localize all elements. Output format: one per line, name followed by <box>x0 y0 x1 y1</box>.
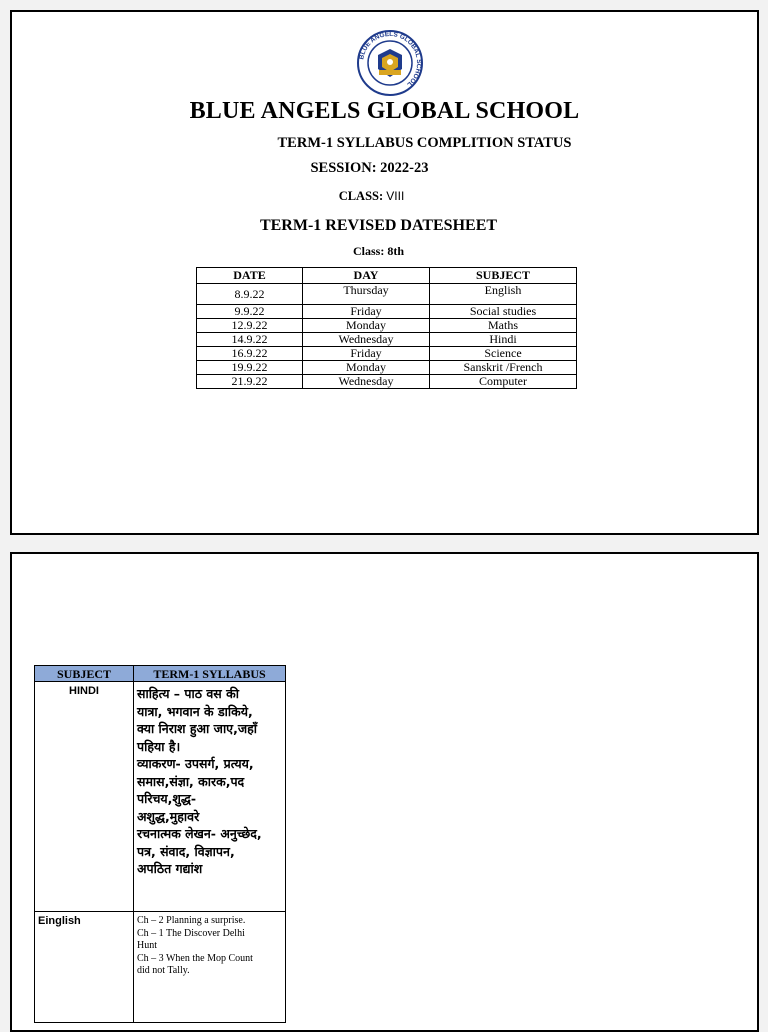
syllabus-row-hindi <box>35 682 286 912</box>
class-line <box>0 189 744 204</box>
syllabus-table <box>34 665 286 1023</box>
english-line: Ch – 2 Planning a surprise. <box>137 915 246 926</box>
col-header-date: DATE <box>197 268 303 284</box>
cell-date: 21.9.22 <box>197 375 303 389</box>
subject-english: Einglish <box>35 912 134 1023</box>
english-line: Ch – 1 The Discover Delhi <box>137 927 245 939</box>
datesheet-header-row <box>197 268 577 284</box>
hindi-line: अपठित गद्यांश <box>137 861 203 876</box>
cell-day: Monday <box>303 319 430 333</box>
hindi-line: व्याकरण- उपसर्ग, प्रत्यय, <box>137 756 254 771</box>
cell-subject: Sanskrit /French <box>430 361 577 375</box>
cell-subject: Computer <box>430 375 577 389</box>
table-row <box>197 347 577 361</box>
cell-day: Wednesday <box>303 333 430 347</box>
cell-day: Friday <box>303 347 430 361</box>
hindi-line: यात्रा, भगवान के डाकिये, <box>137 703 253 719</box>
cell-subject: English <box>430 284 577 305</box>
col-header-subject: SUBJECT <box>35 666 134 682</box>
hindi-line: समास,संज्ञा, कारक,पद <box>137 773 245 789</box>
col-header-day: DAY <box>303 268 430 284</box>
table-row <box>197 305 577 319</box>
table-row <box>197 375 577 389</box>
cell-date: 12.9.22 <box>197 319 303 333</box>
syllabus-header-row <box>35 666 286 682</box>
cell-date: 9.9.22 <box>197 305 303 319</box>
cell-day: Wednesday <box>303 375 430 389</box>
hindi-syllabus <box>134 682 286 912</box>
cell-day: Monday <box>303 361 430 375</box>
class-label: CLASS: <box>338 189 384 203</box>
syllabus-row-english <box>35 912 286 1023</box>
cell-subject: Hindi <box>430 333 577 347</box>
english-line: Ch – 3 When the Mop Count <box>137 952 253 964</box>
table-row <box>197 319 577 333</box>
cell-day: Thursday <box>303 284 430 305</box>
hindi-line: अशुद्ध,मुहावरे <box>137 808 200 824</box>
class-value: VIII <box>386 189 405 203</box>
table-row <box>197 333 577 347</box>
cell-subject: Maths <box>430 319 577 333</box>
cell-date: 14.9.22 <box>197 333 303 347</box>
table-row <box>197 361 577 375</box>
datesheet-title: TERM-1 REVISED DATESHEET <box>259 217 498 234</box>
subject-hindi: HINDI <box>35 682 134 912</box>
english-syllabus <box>134 912 286 1023</box>
status-title: TERM-1 SYLLABUS COMPLITION STATUS <box>277 135 572 151</box>
col-header-subject: SUBJECT <box>430 268 577 284</box>
english-line: did not Tally. <box>137 965 190 976</box>
school-name: BLUE ANGELS GLOBAL SCHOOL <box>189 98 580 124</box>
cell-subject: Social studies <box>430 305 577 319</box>
cell-day: Friday <box>303 305 430 319</box>
hindi-line: रचनात्मक लेखन- अनुच्छेद, <box>137 826 262 841</box>
cell-date: 8.9.22 <box>197 284 303 305</box>
hindi-line: परिचय,शुद्ध- <box>137 791 197 806</box>
school-logo-icon <box>356 29 424 97</box>
hindi-line: साहित्य – पाठ वस की <box>137 686 239 701</box>
english-line: Hunt <box>137 940 157 951</box>
datesheet-class: Class: 8th <box>352 244 404 258</box>
cell-date: 19.9.22 <box>197 361 303 375</box>
cell-subject: Science <box>430 347 577 361</box>
hindi-line: क्या निराश हुआ जाए,जहाँ <box>137 721 257 736</box>
table-row <box>197 284 577 305</box>
session-line: SESSION: 2022-23 <box>310 160 429 176</box>
page-2 <box>10 552 759 1032</box>
hindi-line: पत्र, संवाद, विज्ञापन, <box>137 843 235 859</box>
cell-date: 16.9.22 <box>197 347 303 361</box>
page-1 <box>10 10 759 535</box>
hindi-line: पहिया है। <box>137 738 181 754</box>
col-header-syllabus: TERM-1 SYLLABUS <box>134 666 286 682</box>
logo-ring-text: BLUE ANGELS GLOBAL SCHOOL <box>358 30 423 88</box>
datesheet-table <box>196 267 577 389</box>
